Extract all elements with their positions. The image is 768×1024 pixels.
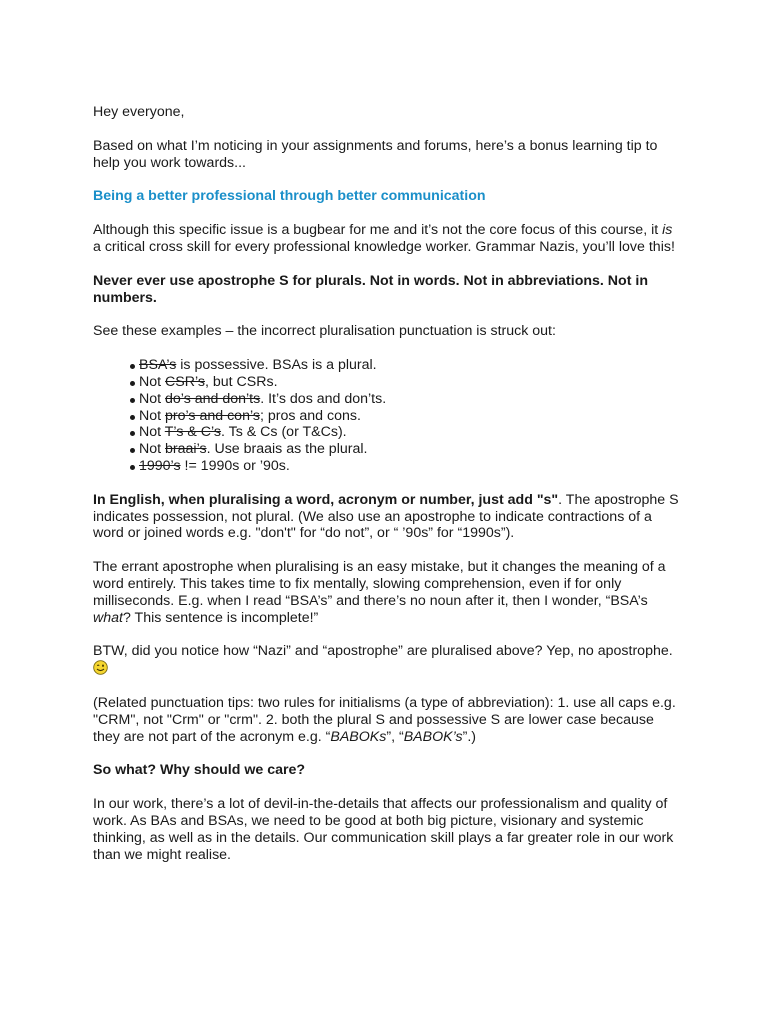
example-prefix: Not <box>139 407 166 424</box>
btw-text: BTW, did you notice how “Nazi” and “apostrophe” are pluralised above? Yep, no apostrophe. <box>93 643 673 660</box>
bugbear-paragraph <box>93 222 683 256</box>
related-text-c: ”, “ <box>386 728 404 745</box>
example-suffix: is possessive. BSAs is a plural. <box>176 357 377 374</box>
rule-statement: Never ever use apostrophe S for plurals. Not in words. Not in abbreviations. Not in numbers. <box>93 272 648 306</box>
example-prefix: Not <box>139 441 166 458</box>
related-tips-paragraph <box>93 695 683 745</box>
section-heading: Being a better professional through better communication <box>93 188 486 205</box>
document-body <box>93 104 683 880</box>
so-what-heading: So what? Why should we care? <box>93 762 306 779</box>
related-babok-plural: BABOKs <box>330 728 387 745</box>
english-rule-bold: In English, when pluralising a word, acronym or number, just add "s" <box>93 491 559 508</box>
errant-text-a: The errant apostrophe when pluralising is an easy mistake, but it changes the meaning of a word entirely. This takes time to fix mentally, slowing comprehension, even if for only milliseconds. E.g. when I read “BSA’s” and there’s no noun after it, then I wonder, “BSA’s <box>93 559 666 609</box>
list-item <box>129 458 683 475</box>
english-paragraph <box>93 492 683 542</box>
struck-text: CSR’s <box>165 373 205 390</box>
related-text-a: (Related punctuation tips: two rules for initialisms (a type of abbreviation): 1. use all caps e.g. "CRM", not "Crm" or "crm". 2. both the plural S and possessive S are lower case because they are not part of the acronym e.g. “ <box>93 694 676 745</box>
related-text-e: ”.) <box>462 728 476 745</box>
bugbear-text-c: a critical cross skill for every professional knowledge worker. Grammar Nazis, you’ll love this! <box>93 238 675 255</box>
example-suffix: . Use braais as the plural. <box>206 441 368 458</box>
list-item <box>129 441 683 458</box>
errant-text-c: ? This sentence is incomplete!” <box>122 609 319 626</box>
example-suffix: != 1990s or ’90s. <box>180 457 290 474</box>
winking-smiley-icon <box>93 660 108 675</box>
example-prefix: Not <box>139 390 166 407</box>
errant-paragraph <box>93 559 683 626</box>
examples-intro: See these examples – the incorrect pluralisation punctuation is struck out: <box>93 323 556 340</box>
example-suffix: . It’s dos and don’ts. <box>260 390 387 407</box>
example-suffix: . Ts & Cs (or T&Cs). <box>221 424 347 441</box>
struck-text: T’s & C’s <box>164 424 222 441</box>
example-suffix: , but CSRs. <box>204 373 278 390</box>
btw-paragraph <box>93 643 683 678</box>
work-paragraph: In our work, there’s a lot of devil-in-the-details that affects our professionalism and quality of work. As BAs and BSAs, we need to be good at both big picture, visionary and systemic thinking, as well as in the details. Our communication skill plays a far greater role in our work than we might realise. <box>93 796 674 863</box>
greeting: Hey everyone, <box>93 104 185 120</box>
example-prefix: Not <box>139 373 166 390</box>
struck-text: BSA’s <box>139 357 177 374</box>
list-item <box>129 424 683 441</box>
bugbear-text-a: Although this specific issue is a bugbear for me and it’s not the core focus of this course, it <box>93 222 663 239</box>
related-babok-possessive: BABOK’s <box>403 728 463 745</box>
examples-list <box>93 357 683 475</box>
errant-emphasis: what <box>93 609 123 626</box>
example-suffix: ; pros and cons. <box>259 407 361 424</box>
struck-text: pro’s and con’s <box>165 407 260 424</box>
example-prefix: Not <box>139 424 165 441</box>
list-item <box>129 357 683 374</box>
struck-text: do’s and don’ts <box>165 390 261 407</box>
bugbear-emphasis: is <box>662 222 673 239</box>
list-item <box>129 408 683 425</box>
intro-paragraph: Based on what I’m noticing in your assignments and forums, here’s a bonus learning tip to help you work towards... <box>93 137 658 171</box>
list-item <box>129 391 683 408</box>
struck-text: braai’s <box>165 441 207 458</box>
english-rule-rest: . The apostrophe S indicates possession, not plural. (We also use an apostrophe to indicate contractions of a word or joined words e.g. "don't" for “do not”, or “ ’90s” for “1990s”). <box>93 491 679 542</box>
list-item <box>129 374 683 391</box>
struck-text: 1990’s <box>139 457 181 474</box>
